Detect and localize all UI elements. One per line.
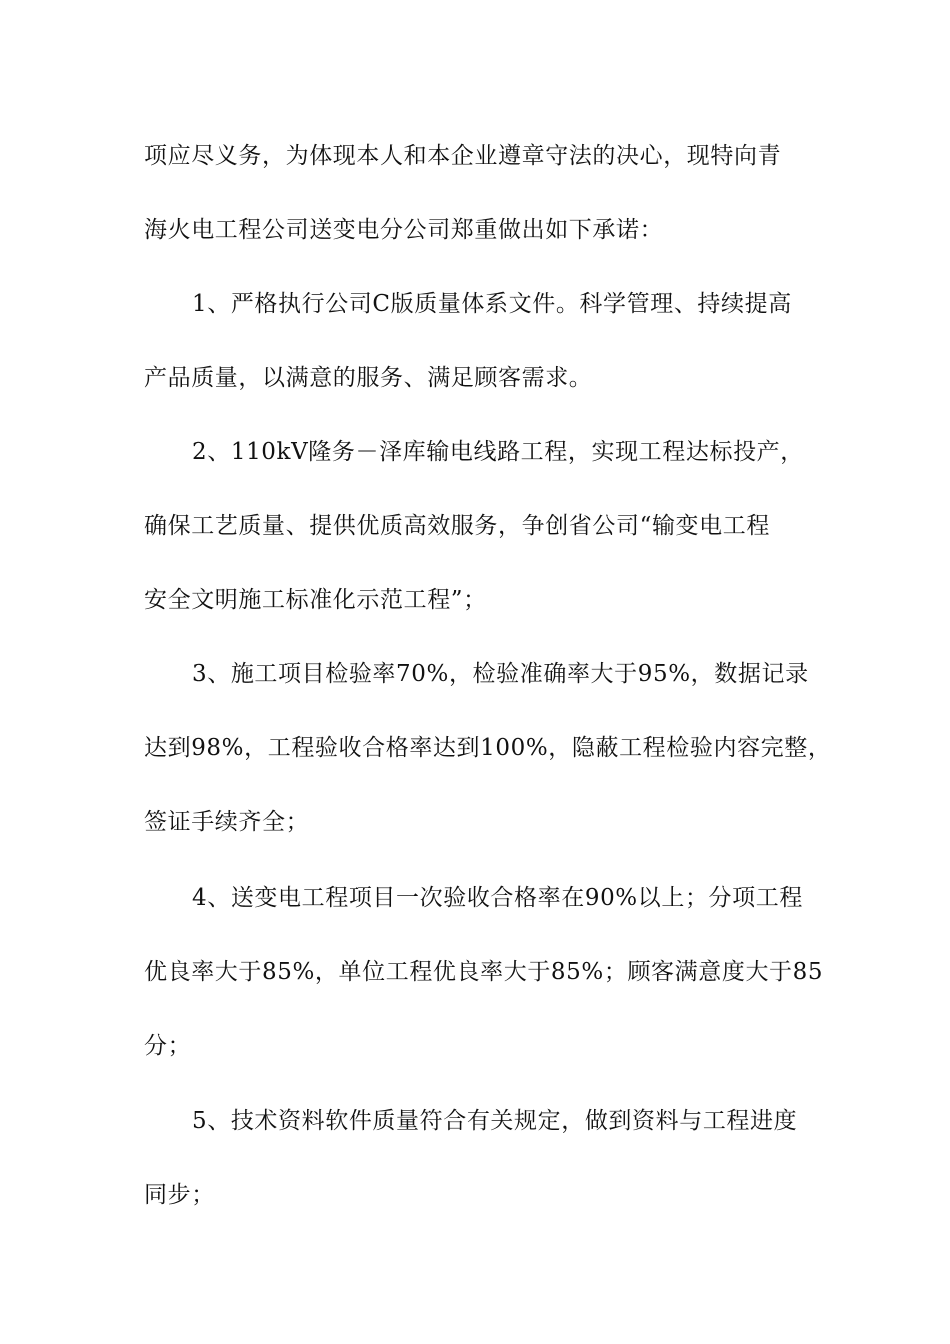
paragraph-line: 安全文明施工标准化示范工程”； <box>144 587 487 613</box>
commitment-2-line: 2、110kV隆务－泽库输电线路工程，实现工程达标投产， <box>192 439 804 465</box>
paragraph-line: 优良率大于85%，单位工程优良率大于85%；顾客满意度大于85 <box>144 959 824 985</box>
commitment-1-line: 1、严格执行公司C版质量体系文件。科学管理、持续提高 <box>192 291 792 317</box>
paragraph-line: 项应尽义务，为体现本人和本企业遵章守法的决心，现特向青 <box>144 143 782 169</box>
commitment-3-line: 3、施工项目检验率70%，检验准确率大于95%，数据记录 <box>192 661 809 687</box>
paragraph-line: 海火电工程公司送变电分公司郑重做出如下承诺： <box>144 217 664 243</box>
paragraph-line: 达到98%，工程验收合格率达到100%，隐蔽工程检验内容完整， <box>144 735 832 761</box>
paragraph-line: 签证手续齐全； <box>144 809 310 835</box>
commitment-4-line: 4、送变电工程项目一次验收合格率在90%以上；分项工程 <box>192 885 803 911</box>
paragraph-line: 分； <box>144 1033 192 1059</box>
paragraph-line: 产品质量，以满意的服务、满足顾客需求。 <box>144 365 593 391</box>
paragraph-line: 同步； <box>144 1182 215 1208</box>
commitment-5-line: 5、技术资料软件质量符合有关规定，做到资料与工程进度 <box>192 1108 798 1134</box>
paragraph-line: 确保工艺质量、提供优质高效服务，争创省公司“输变电工程 <box>144 513 770 539</box>
